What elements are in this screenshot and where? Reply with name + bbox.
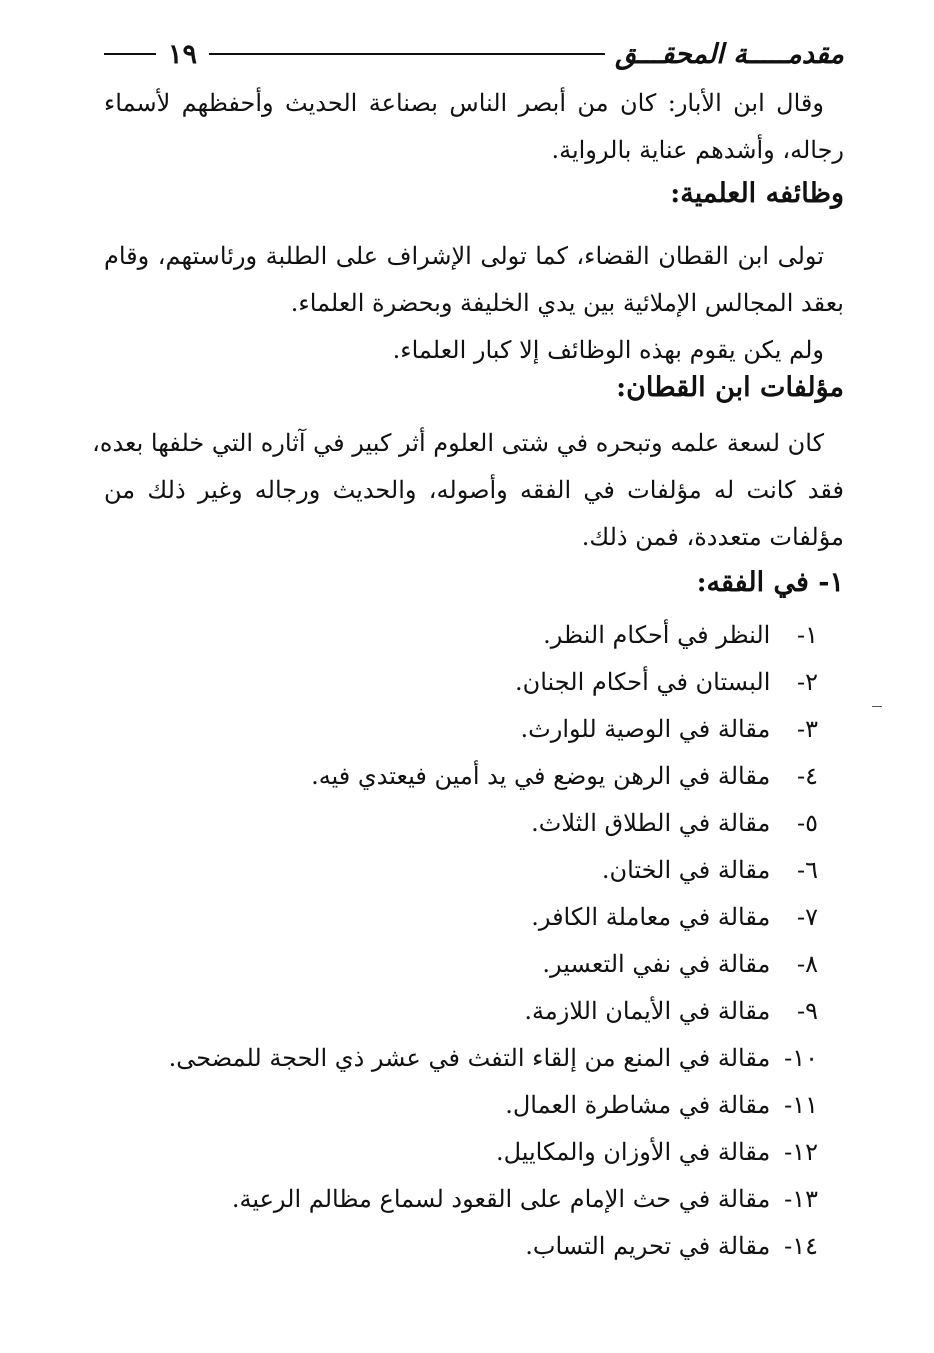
item-text: النظر في أحكام النظر. [543,621,771,649]
margin-mark [872,706,882,707]
item-number: ١- [797,621,818,649]
list-item [169,1082,844,1129]
paragraph-line: ولم يكن يقوم بهذه الوظائف إلا كبار العلماء. [392,336,824,364]
page-number: ١٩ [168,38,198,70]
list-item [169,800,844,847]
paragraph-line: مؤلفات متعددة، فمن ذلك. [581,523,844,551]
item-number: ٩- [797,997,818,1025]
paragraph-line: رجاله، وأشدهم عناية بالرواية. [551,136,844,164]
header-rule [209,53,605,55]
paragraph-line: فقد كانت له مؤلفات في الفقه وأصوله، والحديث ورجاله وغير ذلك من [104,476,844,504]
list-item [169,612,844,659]
item-number: ٨- [797,950,818,978]
page-header [104,34,844,74]
list-item [169,894,844,941]
list-item [169,1176,844,1223]
list-item [169,659,844,706]
item-number: ٥- [797,809,818,837]
list-item [169,1129,844,1176]
list-item [169,988,844,1035]
fiqh-works-list [169,612,844,1270]
item-text: مقالة في الختان. [601,856,771,884]
item-number: ٧- [797,903,818,931]
item-text: مقالة في الوصية للوارث. [520,715,771,743]
item-number: ٣- [797,715,818,743]
list-item [169,753,844,800]
paragraph-positions [104,233,844,374]
item-text: مقالة في نفي التعسير. [542,950,771,978]
item-number: ٦- [797,856,818,884]
running-title: مقدمـــــة المحقـــق [615,38,844,70]
list-item [169,847,844,894]
header-rule-short [104,53,156,55]
item-text: مقالة في الأيمان اللازمة. [524,997,771,1025]
paragraph-line: تولى ابن القطان القضاء، كما تولى الإشراف على الطلبة ورئاستهم، وقام [104,242,824,270]
list-item [169,1223,844,1270]
paragraph-line: بعقد المجالس الإملائية بين يدي الخليفة وبحضرة العلماء. [290,289,844,317]
heading-positions: وظائفه العلمية: [670,178,844,209]
item-number: ٢- [797,668,818,696]
list-item [169,941,844,988]
paragraph-works [92,420,844,561]
item-text: مقالة في تحريم التساب. [525,1232,771,1260]
item-text: مقالة في الطلاق الثلاث. [531,809,771,837]
item-number: ١١- [784,1091,818,1119]
item-text: مقالة في مشاطرة العمال. [505,1091,771,1119]
item-number: ١٠- [784,1044,818,1072]
item-text: مقالة في الأوزان والمكاييل. [495,1138,771,1166]
list-item [169,1035,844,1082]
item-number: ١٣- [784,1185,818,1213]
item-text: مقالة في المنع من إلقاء التفث في عشر ذي الحجة للمضحى. [168,1044,771,1072]
list-item [169,706,844,753]
paragraph-line: كان لسعة علمه وتبحره في شتى العلوم أثر كبير في آثاره التي خلفها بعده، [92,429,824,457]
item-number: ٤- [797,762,818,790]
item-text: البستان في أحكام الجنان. [514,668,771,696]
heading-works: مؤلفات ابن القطان: [616,372,844,403]
item-number: ١٢- [784,1138,818,1166]
item-number: ١٤- [784,1232,818,1260]
item-text: مقالة في حث الإمام على القعود لسماع مظالم الرعية. [231,1185,771,1213]
item-text: مقالة في الرهن يوضع في يد أمين فيعتدي فيه. [311,762,771,790]
paragraph-ibn-al-abbar [104,80,844,174]
heading-fiqh: ١- في الفقه: [696,567,844,598]
item-text: مقالة في معاملة الكافر. [531,903,771,931]
paragraph-line: وقال ابن الأبار: كان من أبصر الناس بصناعة الحديث وأحفظهم لأسماء [104,89,824,117]
